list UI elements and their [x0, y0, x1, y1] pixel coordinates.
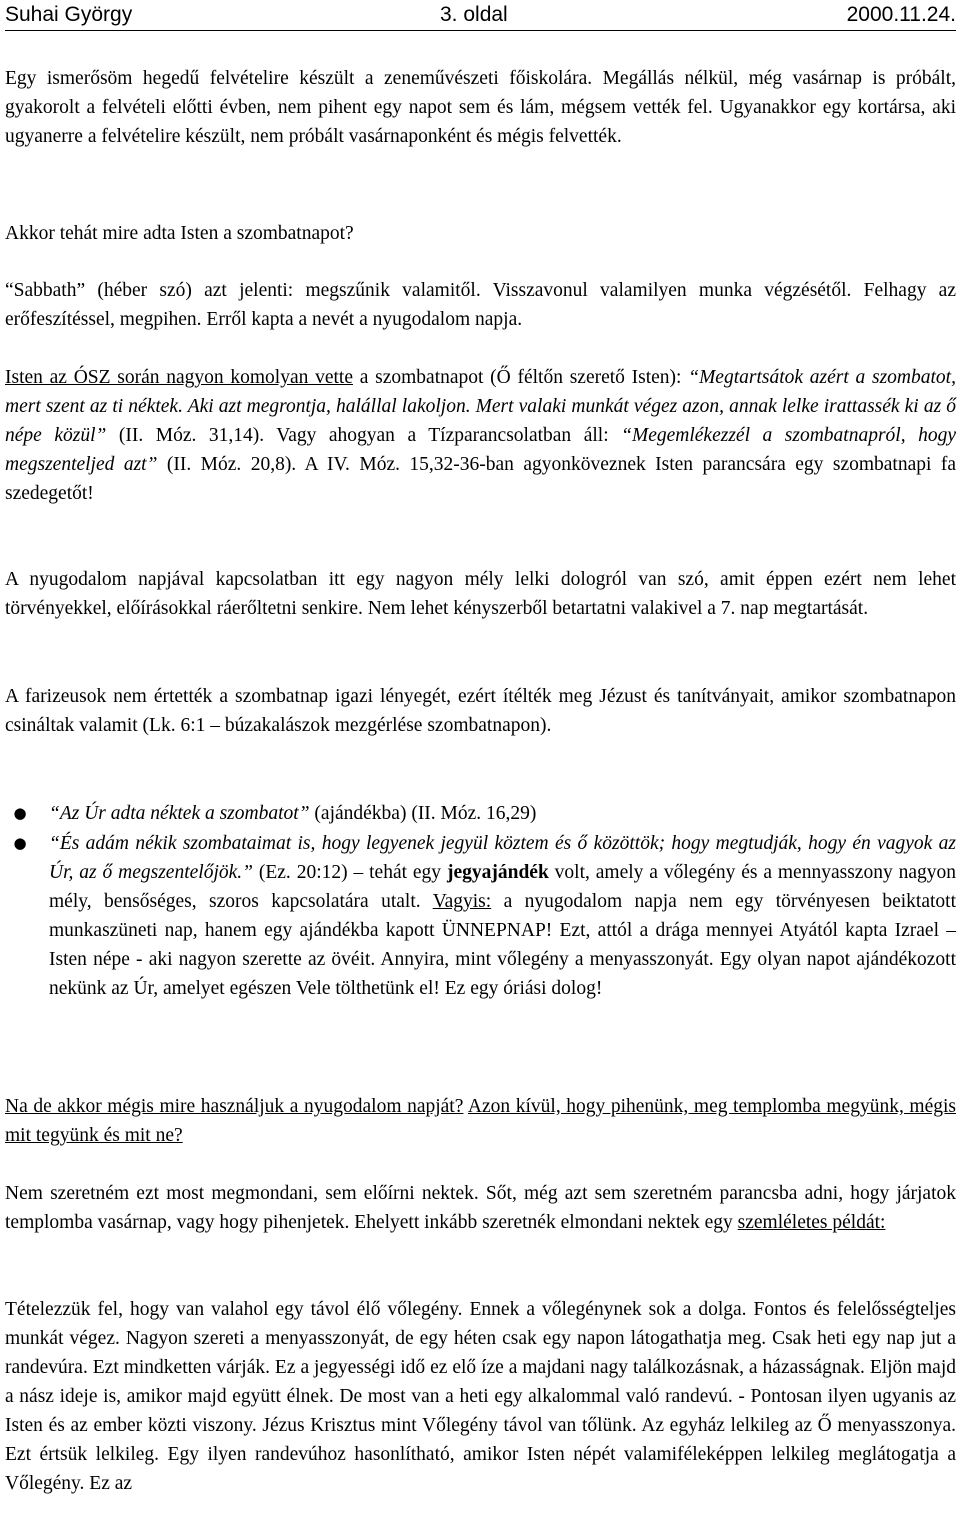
scripture-quote: “Az Úr adta néktek a szombatot”	[49, 803, 310, 824]
text-span: (ajándékba) (II. Móz. 16,29)	[309, 803, 537, 824]
header-author: Suhai György	[5, 3, 133, 26]
paragraph-question: Akkor tehát mire adta Isten a szombatnapot?	[5, 223, 354, 244]
text-span: (Ez. 20:12) – tehát egy	[252, 862, 447, 883]
paragraph-old-testament	[5, 363, 956, 508]
paragraph-how-to-use	[5, 1092, 956, 1150]
bold-term: jegyajándék	[446, 862, 549, 883]
paragraph-example-intro	[5, 1179, 956, 1237]
paragraph-sabbath-meaning: “Sabbath” (héber szó) azt jelenti: megszűnik valamitől. Visszavonul valamilyen munka végzésétől. Felhagy az erőfeszítéssel, megpihen. Erről kapta a nevét a nyugodalom napja.	[5, 280, 956, 330]
header-date: 2000.11.24.	[846, 3, 956, 26]
text-span: (II. Móz. 31,14). Vagy ahogyan a Tízparancsolatban áll:	[106, 425, 622, 446]
text-span: (II. Móz. 20,8). A IV. Móz. 15,32-36-ban agyonköveznek Isten parancsára egy szombatnapi fa szedegetőt!	[5, 454, 956, 504]
underlined-phrase: Isten az ÓSZ során nagyon komolyan vette	[5, 367, 353, 388]
text-span: Nem szeretném ezt most megmondani, sem előírni nektek. Sőt, még azt sem szeretném parancsba adni, hogy járjatok templomba vasárnap, vagy hogy pihenjetek. Ehelyett inkább szeretnék elmondani nektek egy	[5, 1183, 956, 1233]
underlined-phrase: Vagyis:	[432, 891, 492, 912]
text-span: volt, amely a vőlegény és a mennyasszony nagyon mély, bensőséges, szoros kapcsolatára utalt.	[49, 862, 956, 912]
scripture-quote: “És adám nékik szombataimat is, hogy legyenek jegyül köztem és ő közöttök; hogy megtudják, hogy én vagyok az Úr, az ő megszentelőjök.”	[49, 833, 956, 883]
paragraph-intro: Egy ismerősöm hegedű felvételire készült a zeneművészeti főiskolára. Megállás nélkül, még vasárnap is próbált, gyakorolt a felvételi előtti évben, nem pihent egy napot sem és lám, mégsem vették fel. Ugyanakkor egy kortársa, aki ugyanerre a felvételire készült, nem próbált vasárnaponként és mégis felvették.	[5, 68, 956, 147]
list-item	[5, 829, 956, 1003]
underlined-question: Na de akkor mégis mire használjuk a nyugodalom napját?	[5, 1096, 464, 1117]
bullet-list	[5, 799, 956, 1003]
scripture-quote: “Megtartsátok azért a szombatot, mert szent az ti néktek. Aki azt megrontja, halállal lakoljon. Mert valaki munkát végez azon, annak lelke irattassék ki az ő népe közül”	[5, 367, 956, 446]
paragraph-bridegroom-example: Tételezzük fel, hogy van valahol egy távol élő vőlegény. Ennek a vőlegénynek sok a dolga. Fontos és felelősségteljes munkát végez. Nagyon szereti a menyasszonyát, de egy héten csak egy napon látogathatja meg. Csak heti egy nap jut a randevúra. Ezt mindketten várják. Ez a jegyességi idő ez elő íze a majdani nagy találkozásnak, a házasságnak. Eljön majd a nász ideje is, amikor majd együtt élnek. De most van a heti egy alkalommal való randevú. - Pontosan ilyen ugyanis az Isten és az ember közti viszony. Jézus Krisztus mint Vőlegény távol van tőlünk. Az egyház lelkileg az Ő menyasszonya. Ezt értsük lelkileg. Egy ilyen randevúhoz hasonlítható, amikor Isten népét valamiféleképpen lelkileg meglátogatja a Vőlegény. Ez az	[5, 1299, 956, 1494]
underlined-question: Azon kívül, hogy pihenünk, meg templomba megyünk, mégis mit tegyünk és mit ne?	[5, 1096, 956, 1146]
bullet-icon: ●	[13, 804, 27, 822]
bullet-icon: ●	[13, 834, 27, 852]
list-item	[5, 799, 956, 828]
underlined-phrase: szemléletes példát:	[737, 1212, 886, 1233]
document-page	[5, 0, 956, 1494]
header-page-number: 3. oldal	[440, 3, 508, 26]
paragraph-rest-day: A nyugodalom napjával kapcsolatban itt egy nagyon mély lelki dologról van szó, amit éppen ezért nem lehet törvényekkel, előírásokkal ráerőltetni senkire. Nem lehet kényszerből betartatni valakivel a 7. nap megtartását.	[5, 569, 956, 619]
page-header	[5, 0, 956, 31]
text-span: a nyugodalom napja nem egy törvényesen beiktatott munkaszüneti nap, hanem egy ajándékba kapott ÜNNEPNAP! Ezt, attól a drága mennyei Atyától kapta Izrael – Isten népe - aki nagyon szerette az övéit. Annyira, mint vőlegény a menyasszonyát. Egy olyan napot ajándékozott nekünk az Úr, amelyet egészen Vele tölthetünk el! Ez egy óriási dolog!	[49, 891, 956, 999]
paragraph-pharisees: A farizeusok nem értették a szombatnap igazi lényegét, ezért ítélték meg Jézust és tanítványait, amikor szombatnapon csináltak valamit (Lk. 6:1 – búzakalászok mezgérlése szombatnapon).	[5, 686, 956, 736]
scripture-quote: “Megemlékezzél a szombatnapról, hogy megszenteljed azt”	[5, 425, 956, 475]
text-span: a szombatnapot (Ő féltőn szerető Isten):	[353, 367, 689, 388]
